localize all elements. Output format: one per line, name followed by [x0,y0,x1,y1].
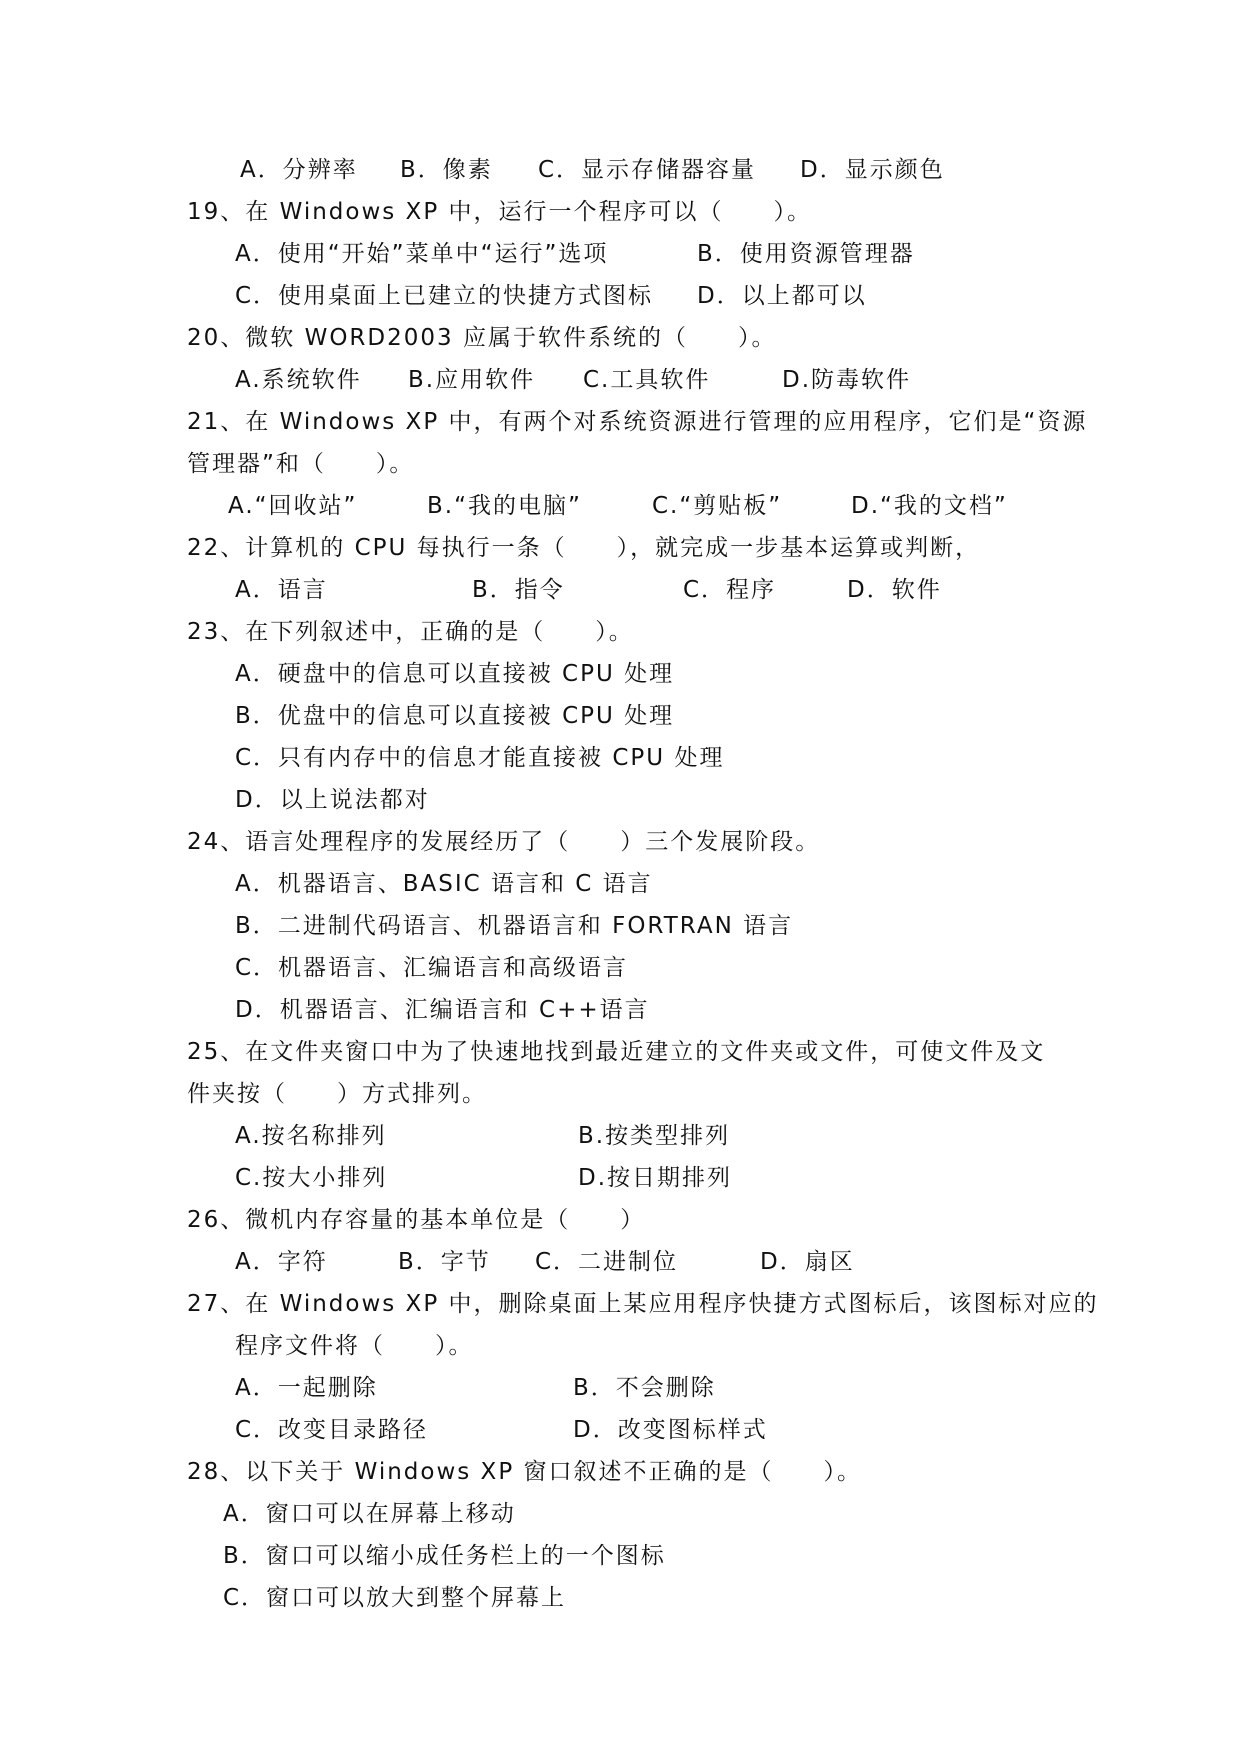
q24-stem: 24、语言处理程序的发展经历了（ ）三个发展阶段。 [187,829,821,855]
q18-option-c: C．显示存储器容量 [538,157,757,183]
q23-stem: 23、在下列叙述中，正确的是（ ）。 [187,619,634,645]
q21-option-a: A.“回收站” [228,493,358,519]
q20-option-d: D.防毒软件 [782,367,912,393]
q26-option-c: C．二进制位 [535,1249,679,1275]
q24-option-c: C．机器语言、汇编语言和高级语言 [235,955,629,981]
q26-option-b: B．字节 [398,1249,491,1275]
q25-stem-line2: 件夹按（ ）方式排列。 [187,1081,487,1107]
q18-option-d: D．显示颜色 [800,157,945,183]
q22-option-b: B．指令 [472,577,565,603]
q26-stem: 26、微机内存容量的基本单位是（ ） [187,1207,646,1233]
q27-stem-line1: 27、在 Windows XP 中，删除桌面上某应用程序快捷方式图标后，该图标对应的 [187,1291,1099,1317]
q24-option-a: A．机器语言、BASIC 语言和 C 语言 [235,871,653,897]
q28-option-c: C．窗口可以放大到整个屏幕上 [223,1585,567,1611]
q23-option-b: B．优盘中的信息可以直接被 CPU 处理 [235,703,675,729]
q27-option-d: D．改变图标样式 [573,1417,768,1443]
q22-option-a: A．语言 [235,577,328,603]
q25-option-b: B.按类型排列 [578,1123,731,1149]
q21-option-b: B.“我的电脑” [427,493,582,519]
q19-option-c: C．使用桌面上已建立的快捷方式图标 [235,283,654,309]
q22-option-d: D．软件 [847,577,942,603]
q28-option-a: A．窗口可以在屏幕上移动 [223,1501,516,1527]
q21-option-c: C.“剪贴板” [652,493,783,519]
q27-stem-line2: 程序文件将（ ）。 [235,1333,474,1359]
q23-option-c: C．只有内存中的信息才能直接被 CPU 处理 [235,745,725,771]
q20-option-b: B.应用软件 [408,367,536,393]
q21-option-d: D.“我的文档” [851,493,1008,519]
q19-option-b: B．使用资源管理器 [697,241,915,267]
q25-option-c: C.按大小排列 [235,1165,388,1191]
q23-option-a: A．硬盘中的信息可以直接被 CPU 处理 [235,661,675,687]
q27-option-a: A．一起删除 [235,1375,378,1401]
q18-option-a: A．分辨率 [240,157,358,183]
q26-option-a: A．字符 [235,1249,328,1275]
q22-stem: 22、计算机的 CPU 每执行一条（ ），就完成一步基本运算或判断， [187,535,981,561]
q27-option-b: B．不会删除 [573,1375,716,1401]
q22-option-c: C．程序 [683,577,777,603]
q28-option-b: B．窗口可以缩小成任务栏上的一个图标 [223,1543,666,1569]
q18-option-b: B．像素 [400,157,493,183]
q19-option-a: A．使用“开始”菜单中“运行”选项 [235,241,609,267]
q26-option-d: D．扇区 [760,1249,855,1275]
q19-option-d: D．以上都可以 [697,283,867,309]
q21-stem-line1: 21、在 Windows XP 中，有两个对系统资源进行管理的应用程序，它们是“资源 [187,409,1088,435]
q28-stem: 28、以下关于 Windows XP 窗口叙述不正确的是（ ）。 [187,1459,862,1485]
q24-option-b: B．二进制代码语言、机器语言和 FORTRAN 语言 [235,913,794,939]
q19-stem: 19、在 Windows XP 中，运行一个程序可以（ ）。 [187,199,812,225]
q25-stem-line1: 25、在文件夹窗口中为了快速地找到最近建立的文件夹或文件，可使文件及文 [187,1039,1046,1065]
q20-option-c: C.工具软件 [583,367,711,393]
q27-option-c: C．改变目录路径 [235,1417,429,1443]
q25-option-a: A.按名称排列 [235,1123,387,1149]
q20-stem: 20、微软 WORD2003 应属于软件系统的（ ）。 [187,325,777,351]
q25-option-d: D.按日期排列 [578,1165,733,1191]
q23-option-d: D．以上说法都对 [235,787,430,813]
q24-option-d: D．机器语言、汇编语言和 C++语言 [235,997,650,1023]
q21-stem-line2: 管理器”和（ ）。 [187,451,415,477]
q20-option-a: A.系统软件 [235,367,362,393]
